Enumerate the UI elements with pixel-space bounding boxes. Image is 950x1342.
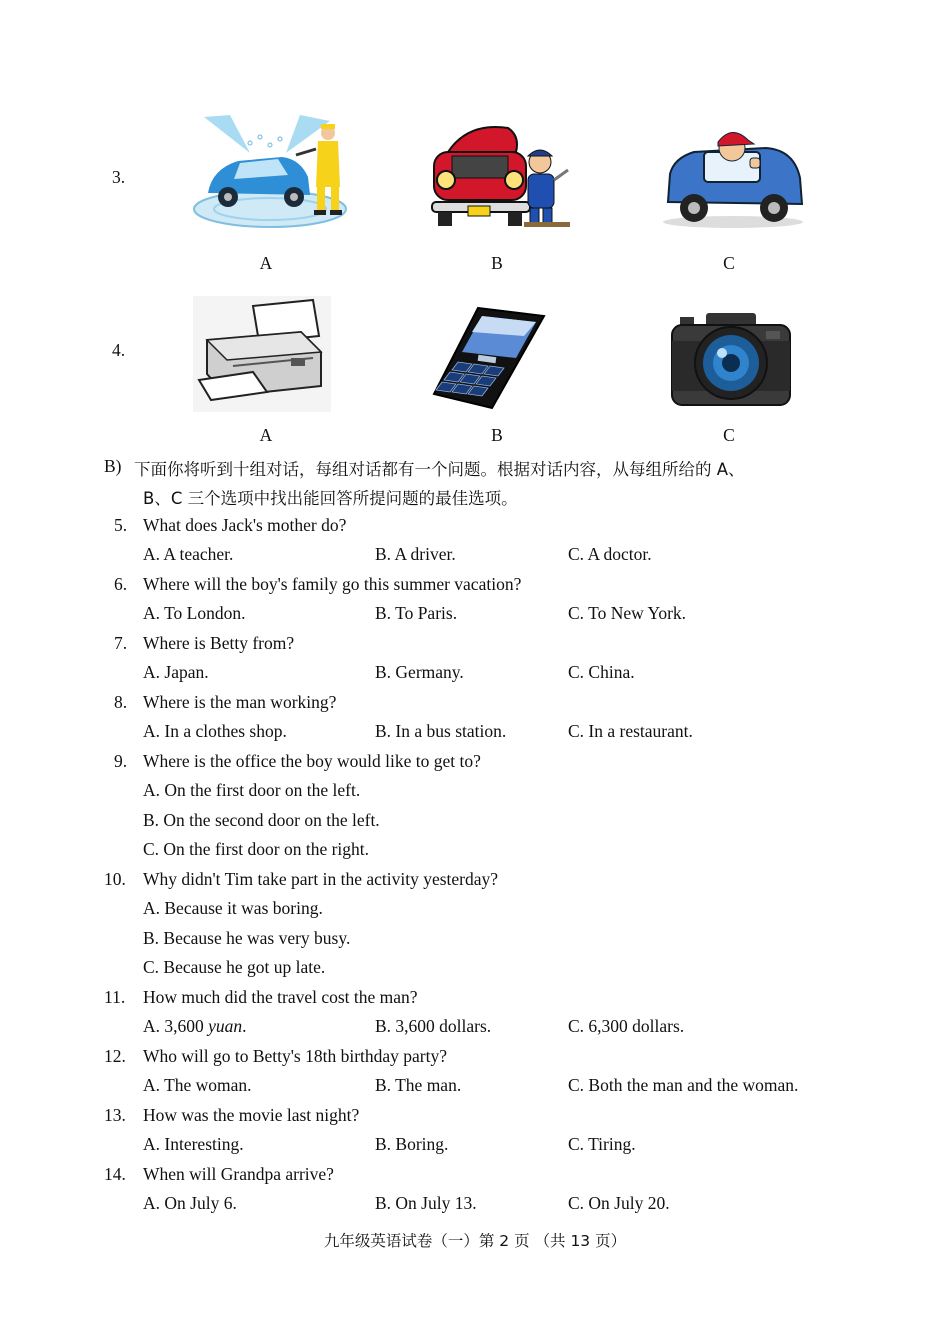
option-b: B. Because he was very busy.	[143, 928, 351, 948]
option-c: C. On July 20.	[568, 1193, 670, 1213]
picture-option-4c: C	[723, 425, 735, 445]
option-a: A. A teacher.	[143, 544, 234, 564]
option-b: B. On July 13.	[375, 1193, 477, 1213]
question-number: 5.	[114, 515, 128, 535]
question-number: 8.	[114, 692, 128, 712]
question-text: Where is the man working?	[143, 692, 337, 712]
option-b: B. The man.	[375, 1075, 462, 1095]
option-a: A. On the first door on the left.	[143, 780, 361, 800]
question-number-4: 4.	[112, 340, 126, 360]
camera-icon	[670, 311, 792, 409]
section-b-label: B)	[104, 456, 122, 476]
option-c: C. 6,300 dollars.	[568, 1016, 685, 1036]
option-a: A. To London.	[143, 603, 246, 623]
question-number: 14.	[104, 1164, 126, 1184]
mobile-phone-icon	[432, 306, 548, 410]
question-number: 6.	[114, 574, 128, 594]
option-c: C. China.	[568, 662, 635, 682]
car-repair-mechanic-icon	[428, 122, 573, 230]
option-a: A. Interesting.	[143, 1134, 244, 1154]
section-b-instruction-line1: 下面你将听到十组对话，每组对话都有一个问题。根据对话内容，从每组所给的 A、	[134, 460, 745, 479]
option-a: A. The woman.	[143, 1075, 252, 1095]
option-b: B. A driver.	[375, 544, 456, 564]
section-b-instruction-line2: B、C 三个选项中找出能回答所提问题的最佳选项。	[143, 489, 518, 508]
question-number: 13.	[104, 1105, 126, 1125]
picture-option-3b: B	[491, 253, 503, 273]
option-b: B. To Paris.	[375, 603, 458, 623]
picture-option-3a: A	[259, 253, 273, 273]
page-footer: 九年级英语试卷（一）第 2 页 （共 13 页）	[323, 1232, 627, 1250]
option-a: A. In a clothes shop.	[143, 721, 287, 741]
option-a-period: .	[242, 1016, 247, 1036]
car-wash-icon	[190, 113, 350, 231]
picture-option-3c: C	[723, 253, 735, 273]
question-text: Who will go to Betty's 18th birthday party?	[143, 1046, 448, 1066]
option-a: A. Because it was boring.	[143, 898, 323, 918]
picture-option-4a: A	[259, 425, 273, 445]
option-a-unit: yuan	[208, 1016, 243, 1036]
option-c: C. Both the man and the woman.	[568, 1075, 799, 1095]
question-text: When will Grandpa arrive?	[143, 1164, 334, 1184]
option-c: C. Tiring.	[568, 1134, 636, 1154]
option-b: B. On the second door on the left.	[143, 810, 380, 830]
option-a: A. On July 6.	[143, 1193, 237, 1213]
printer-icon	[193, 296, 331, 412]
option-b: B. In a bus station.	[375, 721, 507, 741]
option-c: C. To New York.	[568, 603, 687, 623]
question-number: 7.	[114, 633, 128, 653]
option-a-text: A. 3,600	[143, 1016, 209, 1036]
question-text: Where is the office the boy would like to get to?	[143, 751, 481, 771]
option-c: C. Because he got up late.	[143, 957, 326, 977]
option-b: B. 3,600 dollars.	[375, 1016, 492, 1036]
option-b: B. Boring.	[375, 1134, 449, 1154]
question-text: How much did the travel cost the man?	[143, 987, 418, 1007]
question-number: 9.	[114, 751, 128, 771]
option-c: C. On the first door on the right.	[143, 839, 370, 859]
option-a: A. Japan.	[143, 662, 209, 682]
question-number: 11.	[104, 987, 126, 1007]
option-c: C. A doctor.	[568, 544, 652, 564]
question-number-3: 3.	[112, 167, 126, 187]
option-a	[143, 1016, 247, 1037]
option-c: C. In a restaurant.	[568, 721, 693, 741]
car-driver-icon	[658, 122, 808, 230]
question-number: 10.	[104, 869, 126, 889]
question-text: How was the movie last night?	[143, 1105, 360, 1125]
question-text: Why didn't Tim take part in the activity yesterday?	[143, 869, 499, 889]
question-text: What does Jack's mother do?	[143, 515, 347, 535]
question-text: Where is Betty from?	[143, 633, 295, 653]
question-text: Where will the boy's family go this summer vacation?	[143, 574, 522, 594]
picture-option-4b: B	[491, 425, 503, 445]
question-number: 12.	[104, 1046, 126, 1066]
option-b: B. Germany.	[375, 662, 464, 682]
